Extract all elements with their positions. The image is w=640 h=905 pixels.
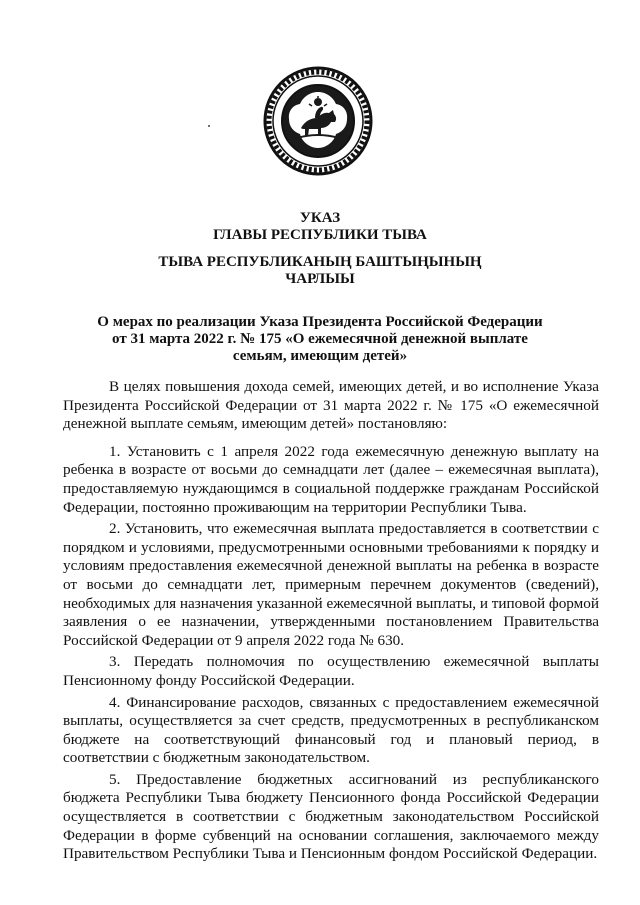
subject-line1: О мерах по реализации Указа Президента Российской Федерации: [97, 314, 543, 330]
paragraph-item-2: 2. Установить, что ежемесячная выплата предоставляется в соответствии с порядком и условиями, предусмотренными основными требованиями к порядку и условиям предоставления ежемесячной денежной выплаты на ребенка в возрасте от восьми до семнадцати лет, примерным перечнем документов (сведений), необходимых для назначения указанной ежемесячной выплаты, и типовой формой заявления о ее назначении, утвержденными постановлением Правительства Российской Федерации от 9 апреля 2022 года № 630.: [63, 520, 599, 649]
preamble-paragraph: В целях повышения дохода семей, имеющих детей, и во исполнение Указа Президента Российской Федерации от 31 марта 2022 г. № 175 «О ежемесячной денежной выплате семьям, имеющим детей» постановляю:: [63, 378, 599, 433]
scan-speck: [207, 124, 211, 128]
decree-subject: [60, 314, 580, 365]
paragraph-item-5: 5. Предоставление бюджетных ассигнований из республиканского бюджета Республики Тыва бюджету Пенсионного фонда Российской Федерации осуществляется в соответствии с бюджетным законодательством Российской Федерации в форме субвенций на основании соглашения, заключаемого между Правительством Республики Тыва и Пенсионным фондом Российской Федерации.: [63, 770, 599, 863]
coat-of-arms-icon: [263, 66, 373, 176]
decree-body: [63, 378, 599, 867]
decree-title-line1: УКАЗ: [299, 210, 341, 226]
decree-title-line2: ГЛАВЫ РЕСПУБЛИКИ ТЫВА: [213, 227, 427, 243]
tuvan-title-line1: ТЫВА РЕСПУБЛИКАНЫҢ БАШТЫҢЫНЫҢ: [158, 254, 482, 270]
paragraph-item-4: 4. Финансирование расходов, связанных с предоставлением ежемесячной выплаты, осуществляется за счет средств, предусмотренных в республиканском бюджете на соответствующий финансовый год и плановый период, в соответствии с бюджетным законодательством.: [63, 693, 599, 767]
tuvan-title-line2: ЧАРЛЫЫ: [285, 271, 355, 287]
subject-line3: семьям, имеющим детей»: [232, 348, 408, 364]
subject-line2: от 31 марта 2022 г. № 175 «О ежемесячной денежной выплате: [112, 331, 528, 347]
decree-title: [60, 210, 580, 244]
decree-title-tuvan: [60, 254, 580, 288]
paragraph-item-3: 3. Передать полномочия по осуществлению ежемесячной выплаты Пенсионному фонду Российской Федерации.: [63, 653, 599, 689]
paragraph-item-1: 1. Установить с 1 апреля 2022 года ежемесячную денежную выплату на ребенка в возрасте от восьми до семнадцати лет (далее – ежемесячная выплата), предоставляемую нуждающимся в социальной поддержке гражданам Российской Федерации, постоянно проживающим на территории Республики Тыва.: [63, 442, 599, 516]
